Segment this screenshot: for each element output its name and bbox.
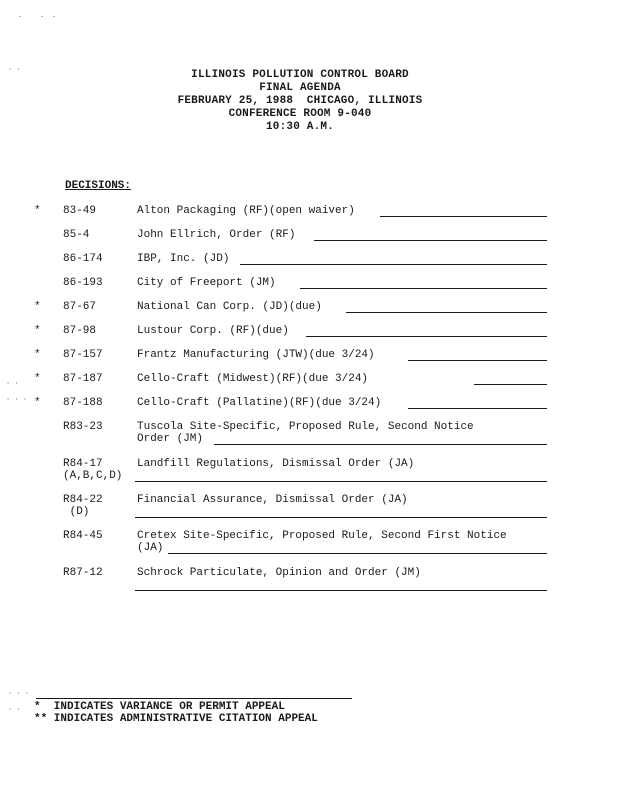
item-marker: * (34, 373, 41, 385)
docket-number: R84-17 (A,B,C,D) (63, 458, 123, 482)
item-description: Cello-Craft (Midwest)(RF)(due 3/24) (137, 373, 369, 385)
item-description: Landfill Regulations, Dismissal Order (JA) (137, 458, 415, 470)
item-marker: * (34, 325, 41, 337)
item-description: Cretex Site-Specific, Proposed Rule, Second First Notice (JA) (137, 530, 507, 554)
scan-speck: · · (8, 706, 21, 714)
scan-speck: . (40, 12, 45, 20)
docket-number: 86-193 (63, 277, 103, 289)
item-marker: * (34, 349, 41, 361)
legend-variance-appeal: * INDICATES VARIANCE OR PERMIT APPEAL (34, 701, 285, 713)
decision-line (240, 264, 547, 265)
decision-line (314, 240, 547, 241)
item-description: Cello-Craft (Pallatine)(RF)(due 3/24) (137, 397, 382, 409)
item-description: Lustour Corp. (RF)(due) (137, 325, 289, 337)
docket-number: 83-49 (63, 205, 97, 217)
item-description: Financial Assurance, Dismissal Order (JA) (137, 494, 408, 506)
scan-speck: · · · (6, 396, 28, 404)
legend-citation-appeal: ** INDICATES ADMINISTRATIVE CITATION APPEAL (34, 713, 318, 725)
scan-speck: · · (8, 66, 21, 74)
decision-line (135, 517, 547, 518)
scan-speck: . (52, 12, 57, 20)
decision-line (300, 288, 547, 289)
board-name: ILLINOIS POLLUTION CONTROL BOARD (191, 69, 409, 81)
docket-number: R84-45 (63, 530, 103, 542)
scan-speck: . (18, 12, 23, 20)
item-marker: * (34, 205, 41, 217)
docket-number: 86-174 (63, 253, 103, 265)
docket-number: 87-187 (63, 373, 103, 385)
docket-number: 87-67 (63, 301, 97, 313)
item-description: Schrock Particulate, Opinion and Order (JM) (137, 567, 421, 579)
meeting-time: 10:30 A.M. (265, 121, 334, 133)
docket-number: R83-23 (63, 421, 103, 433)
footer-divider (36, 698, 352, 699)
item-marker: * (34, 301, 41, 313)
agenda-header (0, 69, 600, 134)
decision-line (168, 553, 547, 554)
item-description: City of Freeport (JM) (137, 277, 276, 289)
item-marker: * (34, 397, 41, 409)
item-description: Alton Packaging (RF)(open waiver) (137, 205, 355, 217)
decision-line (474, 384, 547, 385)
decision-line (408, 360, 547, 361)
docket-number: 85-4 (63, 229, 90, 241)
item-description: IBP, Inc. (JD) (137, 253, 230, 265)
docket-number: R84-22 (D) (63, 494, 103, 518)
meeting-room: CONFERENCE ROOM 9-040 (228, 108, 372, 120)
decision-line (306, 336, 547, 337)
docket-number: 87-98 (63, 325, 97, 337)
decision-line (408, 408, 547, 409)
agenda-title: FINAL AGENDA (259, 82, 341, 94)
docket-number: R87-12 (63, 567, 103, 579)
docket-number: 87-188 (63, 397, 103, 409)
item-description: Frantz Manufacturing (JTW)(due 3/24) (137, 349, 375, 361)
docket-number: 87-157 (63, 349, 103, 361)
decision-line (214, 444, 547, 445)
item-description: John Ellrich, Order (RF) (137, 229, 296, 241)
item-description: National Can Corp. (JD)(due) (137, 301, 322, 313)
scan-speck: · · (6, 380, 19, 388)
decisions-heading: DECISIONS: (65, 180, 132, 192)
decision-line (346, 312, 547, 313)
meeting-date-location: FEBRUARY 25, 1988 CHICAGO, ILLINOIS (177, 95, 423, 107)
decision-line (135, 590, 547, 591)
scan-speck: · · · (8, 690, 30, 698)
item-description: Tuscola Site-Specific, Proposed Rule, Second Notice Order (JM) (137, 421, 474, 445)
decision-line (135, 481, 547, 482)
decision-line (380, 216, 547, 217)
